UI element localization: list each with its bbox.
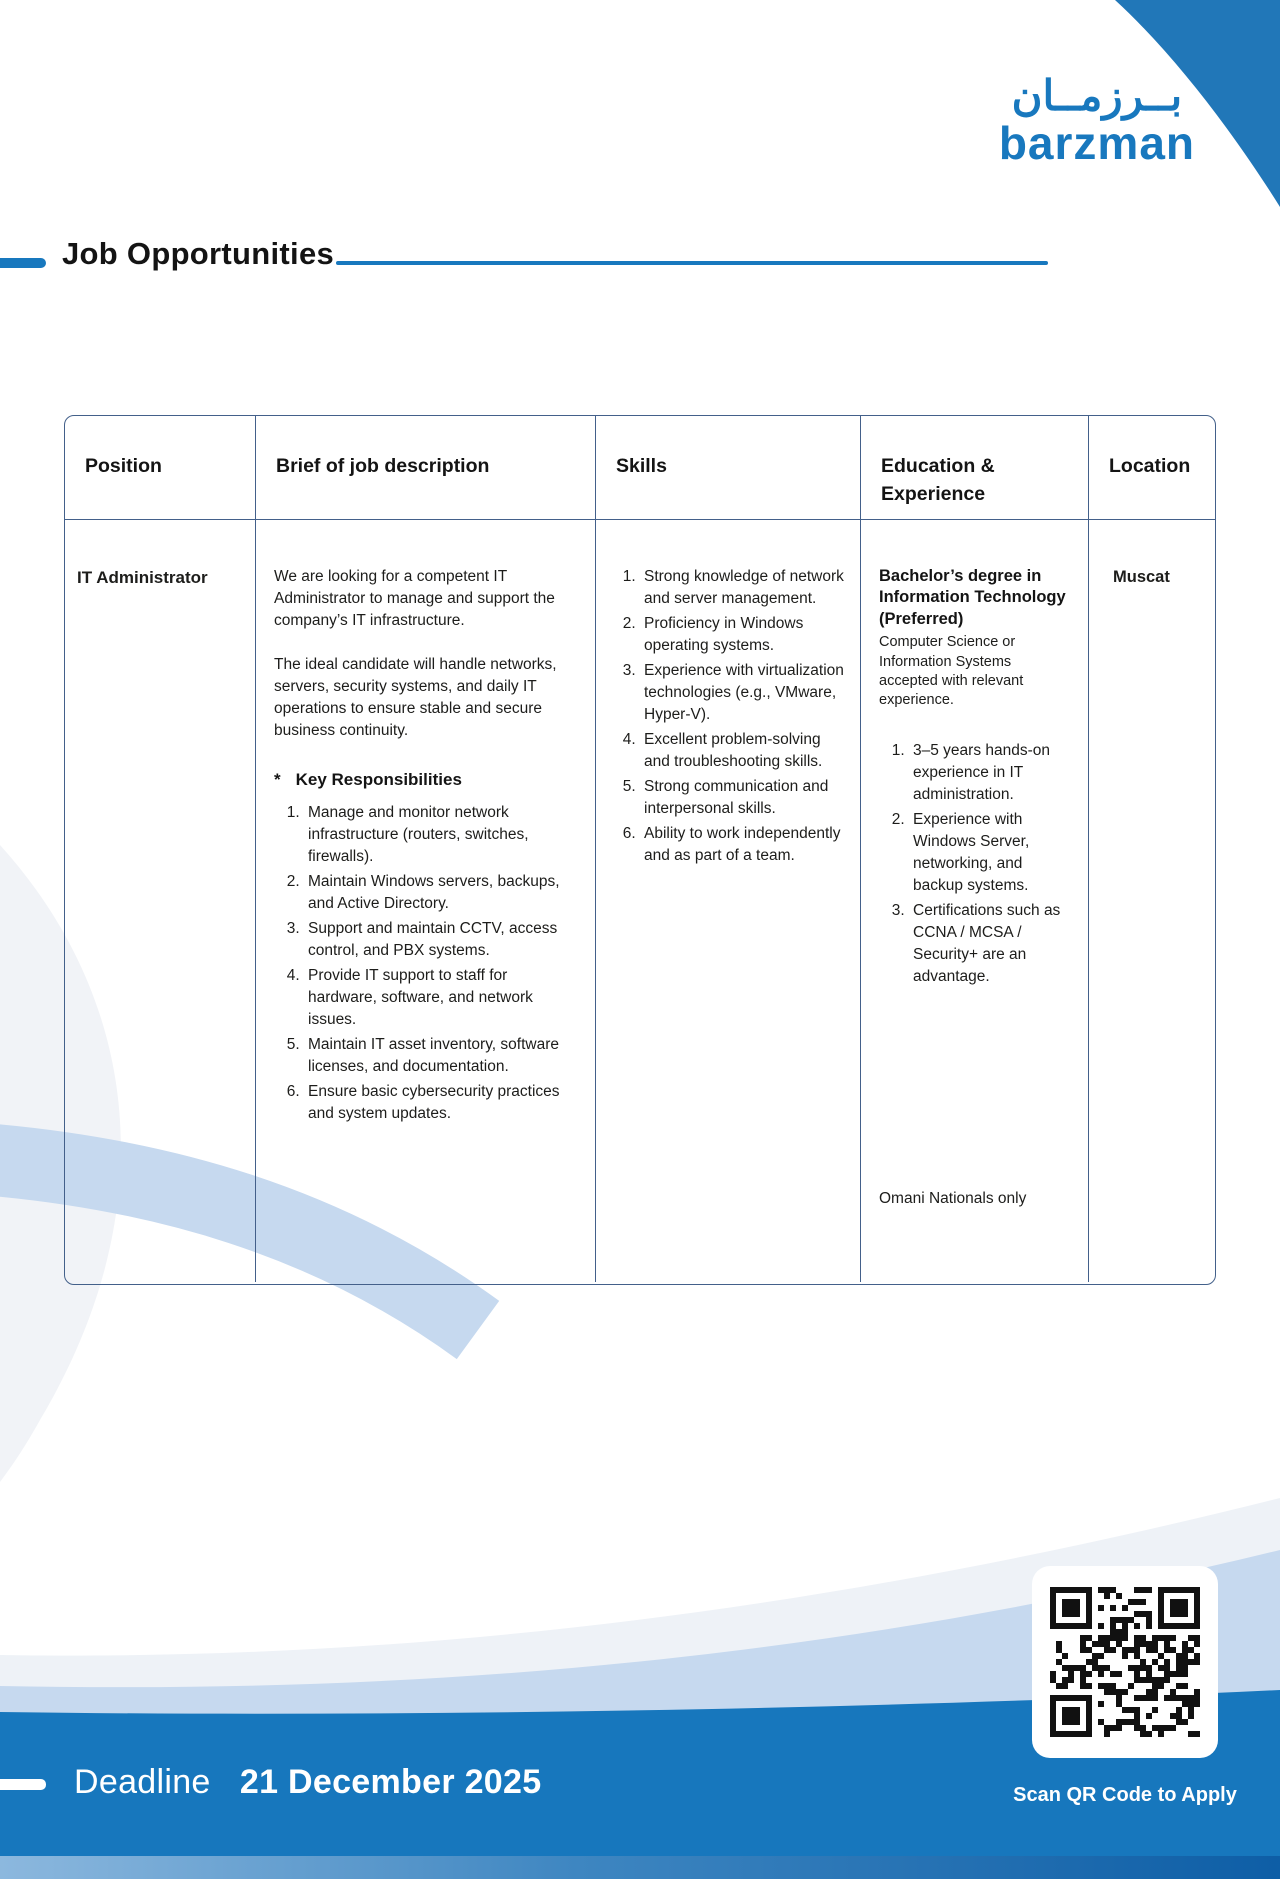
column-header-skills: Skills xyxy=(596,416,861,519)
list-item: 4. Excellent problem-solving and troubleshooting skills. xyxy=(640,729,844,773)
list-item: 1. 3–5 years hands-on experience in IT administration. xyxy=(909,740,1072,806)
responsibilities-title: Key Responsibilities xyxy=(295,770,462,789)
column-header-brief: Brief of job description xyxy=(256,416,596,519)
spacer xyxy=(879,991,1072,1188)
qr-code-panel xyxy=(1032,1566,1218,1758)
brief-paragraph: We are looking for a competent IT Administrator to manage and support the company’s IT infrastructure. xyxy=(274,568,555,629)
deadline-label: Deadline xyxy=(74,1763,211,1801)
list-item: 4. Provide IT support to staff for hardware, software, and network issues. xyxy=(304,965,579,1031)
list-item: 2. Maintain Windows servers, backups, and Active Directory. xyxy=(304,871,579,915)
qr-code xyxy=(1047,1584,1203,1740)
column-header-education: Education & Experience xyxy=(861,416,1089,519)
deadline-space xyxy=(220,1763,230,1801)
responsibilities-list xyxy=(274,802,579,1125)
list-item: 2. Experience with Windows Server, networking, and backup systems. xyxy=(909,809,1072,897)
nationality-note: Omani Nationals only xyxy=(879,1190,1027,1207)
job-table xyxy=(64,415,1216,1285)
list-item: 3. Support and maintain CCTV, access control, and PBX systems. xyxy=(304,918,579,962)
deadline-left-dash xyxy=(0,1779,46,1790)
column-header-position: Position xyxy=(65,416,256,519)
table-header-row xyxy=(65,416,1215,520)
skills-list xyxy=(612,566,844,867)
cell-location: Muscat xyxy=(1113,568,1170,586)
list-item: 5. Maintain IT asset inventory, software licenses, and documentation. xyxy=(304,1034,579,1078)
bottom-gradient-strip xyxy=(0,1856,1280,1879)
list-item: 1. Strong knowledge of network and server management. xyxy=(640,566,844,610)
heading-rule-line xyxy=(336,261,1048,265)
brand-logo xyxy=(998,72,1195,170)
brief-paragraph: The ideal candidate will handle networks, servers, security systems, and daily IT operations to ensure stable and secure business continuity. xyxy=(274,656,557,739)
brand-logo-latin: barzman xyxy=(998,117,1195,170)
cell-brief xyxy=(256,520,596,1282)
education-degree-note: Computer Science or Information Systems accepted with relevant experience. xyxy=(879,634,1024,709)
asterisk-marker: * xyxy=(274,770,281,789)
list-item: 3. Certifications such as CCNA / MCSA / Security+ are an advantage. xyxy=(909,900,1072,988)
table-row xyxy=(65,520,1215,1282)
list-item: 2. Proficiency in Windows operating systems. xyxy=(640,613,844,657)
deadline-text xyxy=(74,1763,541,1802)
list-item: 5. Strong communication and interpersonal skills. xyxy=(640,776,844,820)
cell-education xyxy=(861,520,1089,1282)
list-item: 6. Ensure basic cybersecurity practices and system updates. xyxy=(304,1081,579,1125)
list-item: 6. Ability to work independently and as part of a team. xyxy=(640,823,844,867)
page-title: Job Opportunities xyxy=(62,236,335,271)
responsibilities-heading xyxy=(274,768,579,792)
brand-logo-arabic: بــرزمــان xyxy=(1011,72,1183,119)
deadline-date: 21 December 2025 xyxy=(239,1763,542,1801)
education-degree: Bachelor’s degree in Information Technology (Preferred) xyxy=(879,567,1066,628)
cell-skills xyxy=(596,520,861,1282)
education-list xyxy=(879,740,1072,991)
list-item: 1. Manage and monitor network infrastructure (routers, switches, firewalls). xyxy=(304,802,579,868)
column-header-location: Location xyxy=(1109,455,1191,477)
cell-position: IT Administrator xyxy=(65,520,256,1282)
list-item: 3. Experience with virtualization technologies (e.g., VMware, Hyper-V). xyxy=(640,660,844,726)
heading-left-dash xyxy=(0,258,46,268)
qr-caption: Scan QR Code to Apply xyxy=(1013,1784,1237,1806)
